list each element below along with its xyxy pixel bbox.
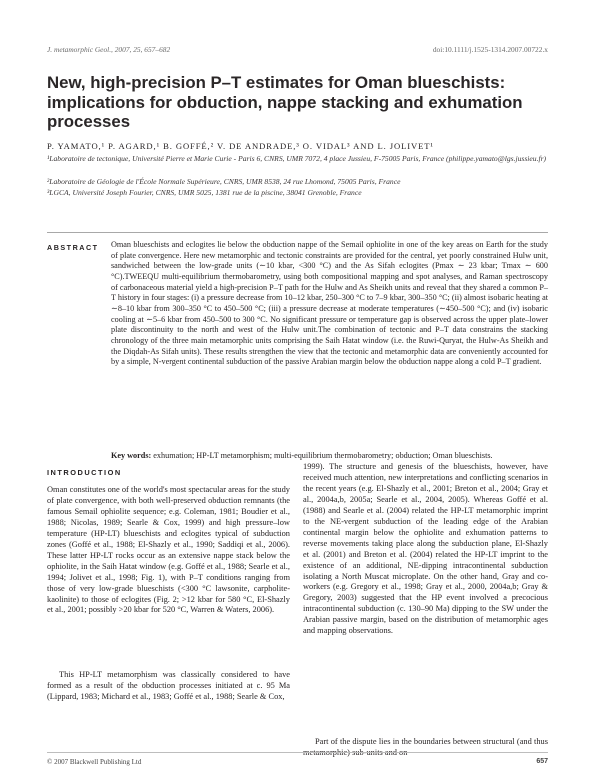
introduction-heading: INTRODUCTION bbox=[47, 468, 122, 477]
affiliation-2: ²Laboratoire de Géologie de l'École Normale Supérieure, CNRS, UMR 8538, 24 rue Lhomond, 75005 Paris, France bbox=[47, 177, 401, 186]
affiliation-3: ³LGCA, Université Joseph Fourier, CNRS, UMR 5025, 1381 rue de la piscine, 38041 Grenoble, France bbox=[47, 188, 362, 197]
right-paragraph-1: 1999). The structure and genesis of the blueschists, however, have received much attention, new interpretations and conflicting scenarios in the recent years (e.g. El-Shazly et al., 2001; Breton et al., 2004; Gray et al., 2004a,b, 2005a; Searle et al., 2004, 2005). Whereas Goffé et al. (1988) and Searle et al. (2004) related the HP-LT metamorphic imprint to the NE-vergent subduction of the leading edge of the Arabian continental margin below the ophiolite and exhumation patterns to reverse movements taking place along the subduction plane, El-Shazly et al. (2001) and Breton et al. (2004) related the HP-LT imprint to the existence of an additional, NE-dipping intracontinental subduction isolating a North Muscat microplate. On the other hand, Gray and co-workers (e.g. Gregory et al., 1998; Gray et al., 2000, 2004a,b; Gray & Gregory, 2003) suggested that the HP event involved a precocious intracontinental subduction (c. 130–90 Ma) dipping to the SW under the Arabian passive margin, based on the distribution of metamorphic ages and mapping observations. bbox=[303, 462, 548, 636]
intro-paragraph-1: Oman constitutes one of the world's most spectacular areas for the study of plate convergence, with both well-preserved obduction remnants (the famous Semail ophiolite sequence; e.g. Coleman, 1981; Boudier et al., 1988; Nicolas, 1989; Searle & Cox, 1999) and high pressure–low temperature (HP-LT) blueschists and eclogites typical of subduction zones (Goffé et al., 1988; El-Shazly et al., 1990; Saddiqi et al., 2006). These latter HP-LT rocks occur as an extensive nappe stack below the ophiolite, in the Saih Hatat window (e.g. Goffé et al., 1988; Searle et al., 1994; Jolivet et al., 1998; Fig. 1), with P–T conditions ranging from those of very low-grade blueschists (<300 °C lawsonite, carpholite-kaolinite) to those of eclogites (Fig. 2; >12 kbar for 580 °C, El-Shazly et al., 2001; possibly >20 kbar for 520 °C, Warren & Waters, 2006). bbox=[47, 485, 290, 615]
keywords-label: Key words: bbox=[111, 451, 152, 460]
affiliation-1: ¹Laboratoire de tectonique, Université Pierre et Marie Curie - Paris 6, CNRS, UMR 7072, 4 place Jussieu, F-75005 Paris, France (philippe.yamato@lgs.jussieu.fr) bbox=[47, 154, 547, 163]
journal-citation: J. metamorphic Geol., 2007, 25, 657–682 bbox=[47, 45, 171, 54]
authors: P. YAMATO,¹ P. AGARD,¹ B. GOFFÉ,² V. DE ANDRADE,³ O. VIDAL³ AND L. JOLIVET¹ bbox=[47, 141, 434, 151]
page-number: 657 bbox=[536, 758, 548, 765]
intro-paragraph-2: This HP-LT metamorphism was classically considered to have formed as a result of the obduction processes initiated at c. 95 Ma (Lippard, 1983; Michard et al., 1983; Goffé et al., 1988; Searle & Cox, bbox=[47, 670, 290, 701]
keywords bbox=[111, 451, 548, 462]
abstract-label: ABSTRACT bbox=[47, 243, 99, 252]
keywords-text: exhumation; HP-LT metamorphism; multi-equilibrium thermobarometry; obduction; Oman blueschists. bbox=[153, 451, 493, 460]
divider bbox=[47, 232, 548, 233]
article-title: New, high-precision P–T estimates for Oman blueschists: implications for obduction, nappe stacking and exhumation processes bbox=[47, 73, 523, 131]
doi[interactable]: doi:10.1111/j.1525-1314.2007.00722.x bbox=[432, 45, 548, 54]
abstract-text: Oman blueschists and eclogites lie below the obduction nappe of the Semail ophiolite in one of the key areas on Earth for the study of plate convergence. Here new metamorphic and tectonic constraints are provided for the central, yet poorly constrained Hulw unit, sandwiched between the low-grade units (∼10 kbar, <300 °C) and the As Sifah eclogites (Pmax ∼ 23 kbar; Tmax ∼ 600 °C).TWEEQU multi-equilibrium thermobarometry, using both compositional mapping and spot analyses, and Raman spectroscopy of carbonaceous material yield a high-precision P–T path for the Hulw and As Sheikh units and reveal that they shared a common P–T history in four stages: (i) a pressure decrease from 10–12 kbar, 250–300 °C to 7–9 kbar, 300–350 °C; (ii) almost isobaric heating at ∼8–10 kbar from 300–350 °C to 450–500 °C; (iii) a pressure decrease at moderate temperatures (∼450–500 °C); and (iv) isobaric cooling at ∼5–6 kbar from 450–500 to 300 °C. No significant pressure or temperature gap is observed across the upper plate–lower plate discontinuity to the north and west of the Hulw unit.The combination of tectonic and P–T data constrains the stacking chronology of the three main metamorphic units comprising the Saih Hatat window (i.e. the Ruwi-Quryat, the Hulw-As Sheikh and the Diqdah-As Sifah units). These results strengthen the view that the tectonic and metamorphic data are conveniently accounted for by a simple, N-vergent continental subduction of the passive Arabian margin below the obduction nappe along a cold P–T gradient. bbox=[111, 240, 548, 367]
copyright: © 2007 Blackwell Publishing Ltd bbox=[47, 758, 142, 766]
footer-divider bbox=[47, 752, 548, 753]
right-paragraph-2: Part of the dispute lies in the boundaries between structural (and thus metamorphic) sub-units and on bbox=[303, 737, 548, 757]
